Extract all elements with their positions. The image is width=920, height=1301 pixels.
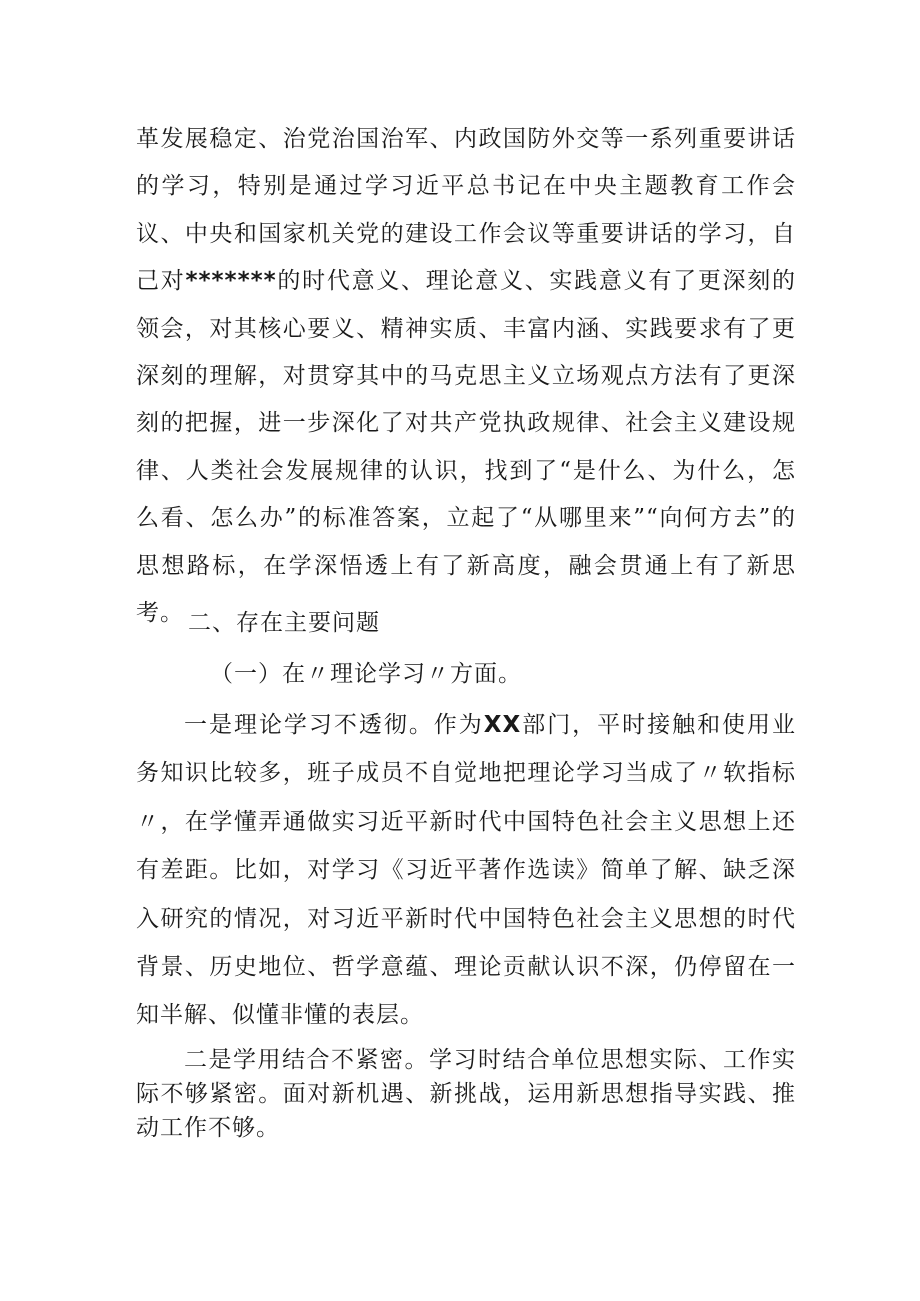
paragraph-2-text-b: 部门，平时接触和使用业务知识比较多，班子成员不自觉地把理论学习当成了〃软指标〃，在学懂弄通做实习近平新时代中国特色社会主义思想上还有差距。比如，对学习《习近平著作选读》简单了解、缺乏深入研究的情况，对习近平新时代中国特色社会主义思想的时代背景、历史地位、哲学意蕴、理论贡献认识不深，仍停留在一知半解、似懂非懂的表层。 bbox=[136, 712, 797, 1029]
paragraph-1-text-b: 的时代意义、理论意义、实践意义有了更深刻的领会，对其核心要义、精神实质、丰富内涵、实践要求有了更深刻的理解，对贯穿其中的马克思主义立场观点方法有了更深刻的把握，进一步深化了对共产党执政规律、社会主义建设规律、人类社会发展规律的认识，找到了“是什么、为什么，怎么看、怎么办”的标准答案，立起了“从哪里来”“向何方去”的思想路标，在学深悟透上有了新高度，融会贯通上有了新思考。 bbox=[136, 268, 797, 627]
paragraph-1-text-a: 革发展稳定、治党治国治军、内政国防外交等一系列重要讲话的学习，特别是通过学习近平总书记在中央主题教育工作会议、中央和国家机关党的建设工作会议等重要讲话的学习，自己对 bbox=[136, 126, 796, 295]
masked-term: ******* bbox=[185, 268, 277, 295]
paragraph-2-text-a: 一是理论学习不透彻。作为 bbox=[184, 712, 484, 738]
body-paragraph-2 bbox=[136, 701, 796, 1040]
body-paragraph-3: 二是学用结合不紧密。学习时结合单位思想实际、工作实际不够紧密。面对新机遇、新挑战，运用新思想指导实践、推动工作不够。 bbox=[136, 1047, 796, 1141]
body-paragraph-1 bbox=[136, 116, 796, 637]
department-placeholder: XX bbox=[483, 712, 522, 738]
section-heading: 二、存在主要问题 bbox=[188, 610, 380, 636]
subsection-heading: （一）在〃理论学习〃方面。 bbox=[210, 661, 522, 687]
